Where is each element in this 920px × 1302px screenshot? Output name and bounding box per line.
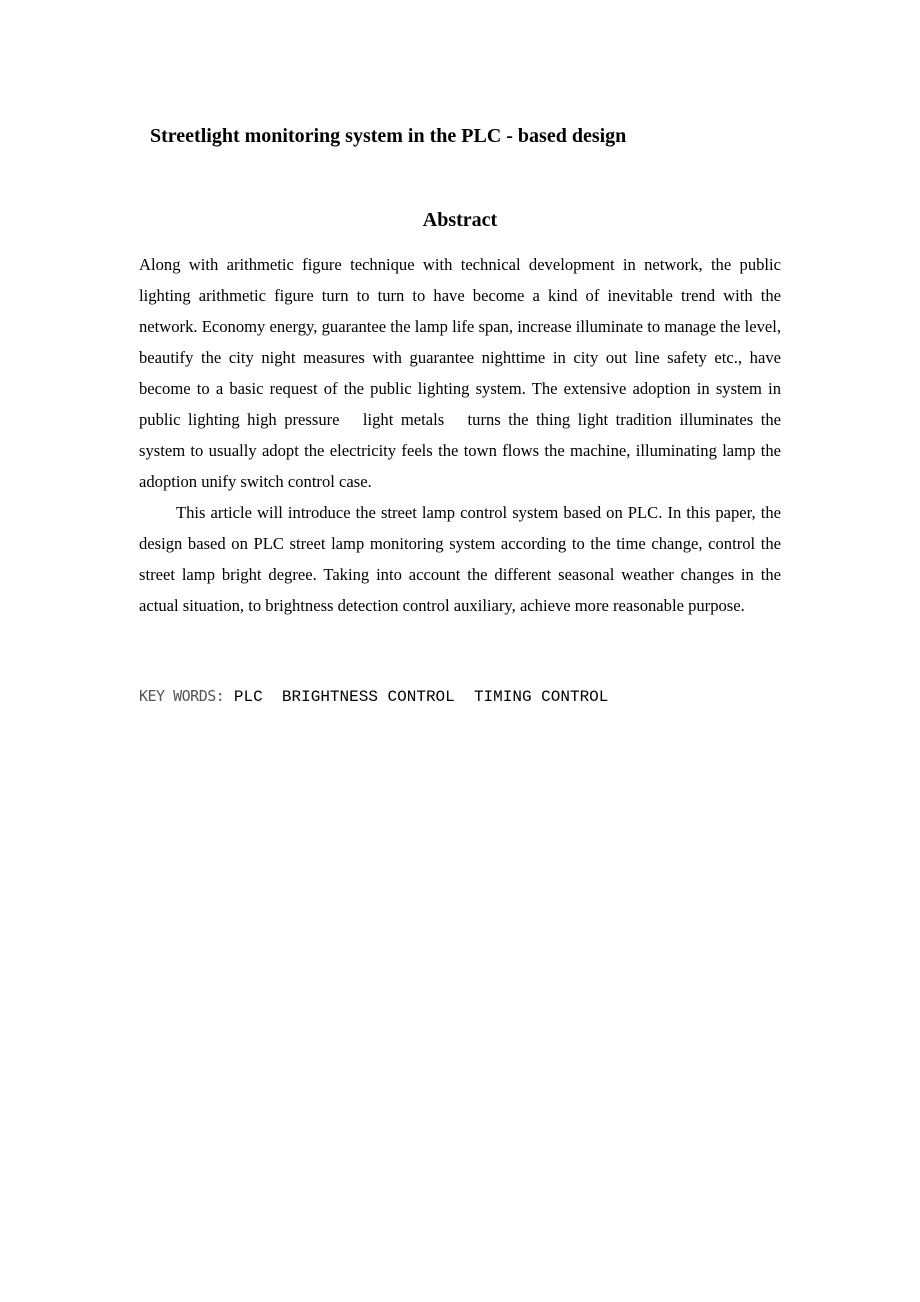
keywords-line: [139, 684, 781, 709]
abstract-heading: Abstract: [422, 209, 498, 231]
abstract-body: [139, 249, 781, 621]
keywords-label: KEY WORDS:: [139, 687, 225, 705]
abstract-paragraph-2: This article will introduce the street lamp control system based on PLC. In this paper, the design based on PLC street lamp monitoring system according to the time change, control the street lamp bright degree. Taking into account the different seasonal weather changes in the actual situation, to brightness detection control auxiliary, achieve more reasonable purpose.: [139, 503, 781, 615]
abstract-paragraph-1: Along with arithmetic figure technique with technical development in network, the public lighting arithmetic figure turn to turn to have become a kind of inevitable trend with the network. Economy energy, guarantee the lamp life span, increase illuminate to manage the level, beautify the city night measures with guarantee nighttime in city out line safety etc., have become to a basic request of the public lighting system. The extensive adoption in system in public lighting high pressure light metals turns the thing light tradition illuminates the system to usually adopt the electricity feels the town flows the machine, illuminating lamp the adoption unify switch control case.: [139, 255, 781, 491]
keywords-values: PLC BRIGHTNESS CONTROL TIMING CONTROL: [224, 688, 609, 706]
document-title: Streetlight monitoring system in the PLC - based design: [150, 125, 627, 147]
